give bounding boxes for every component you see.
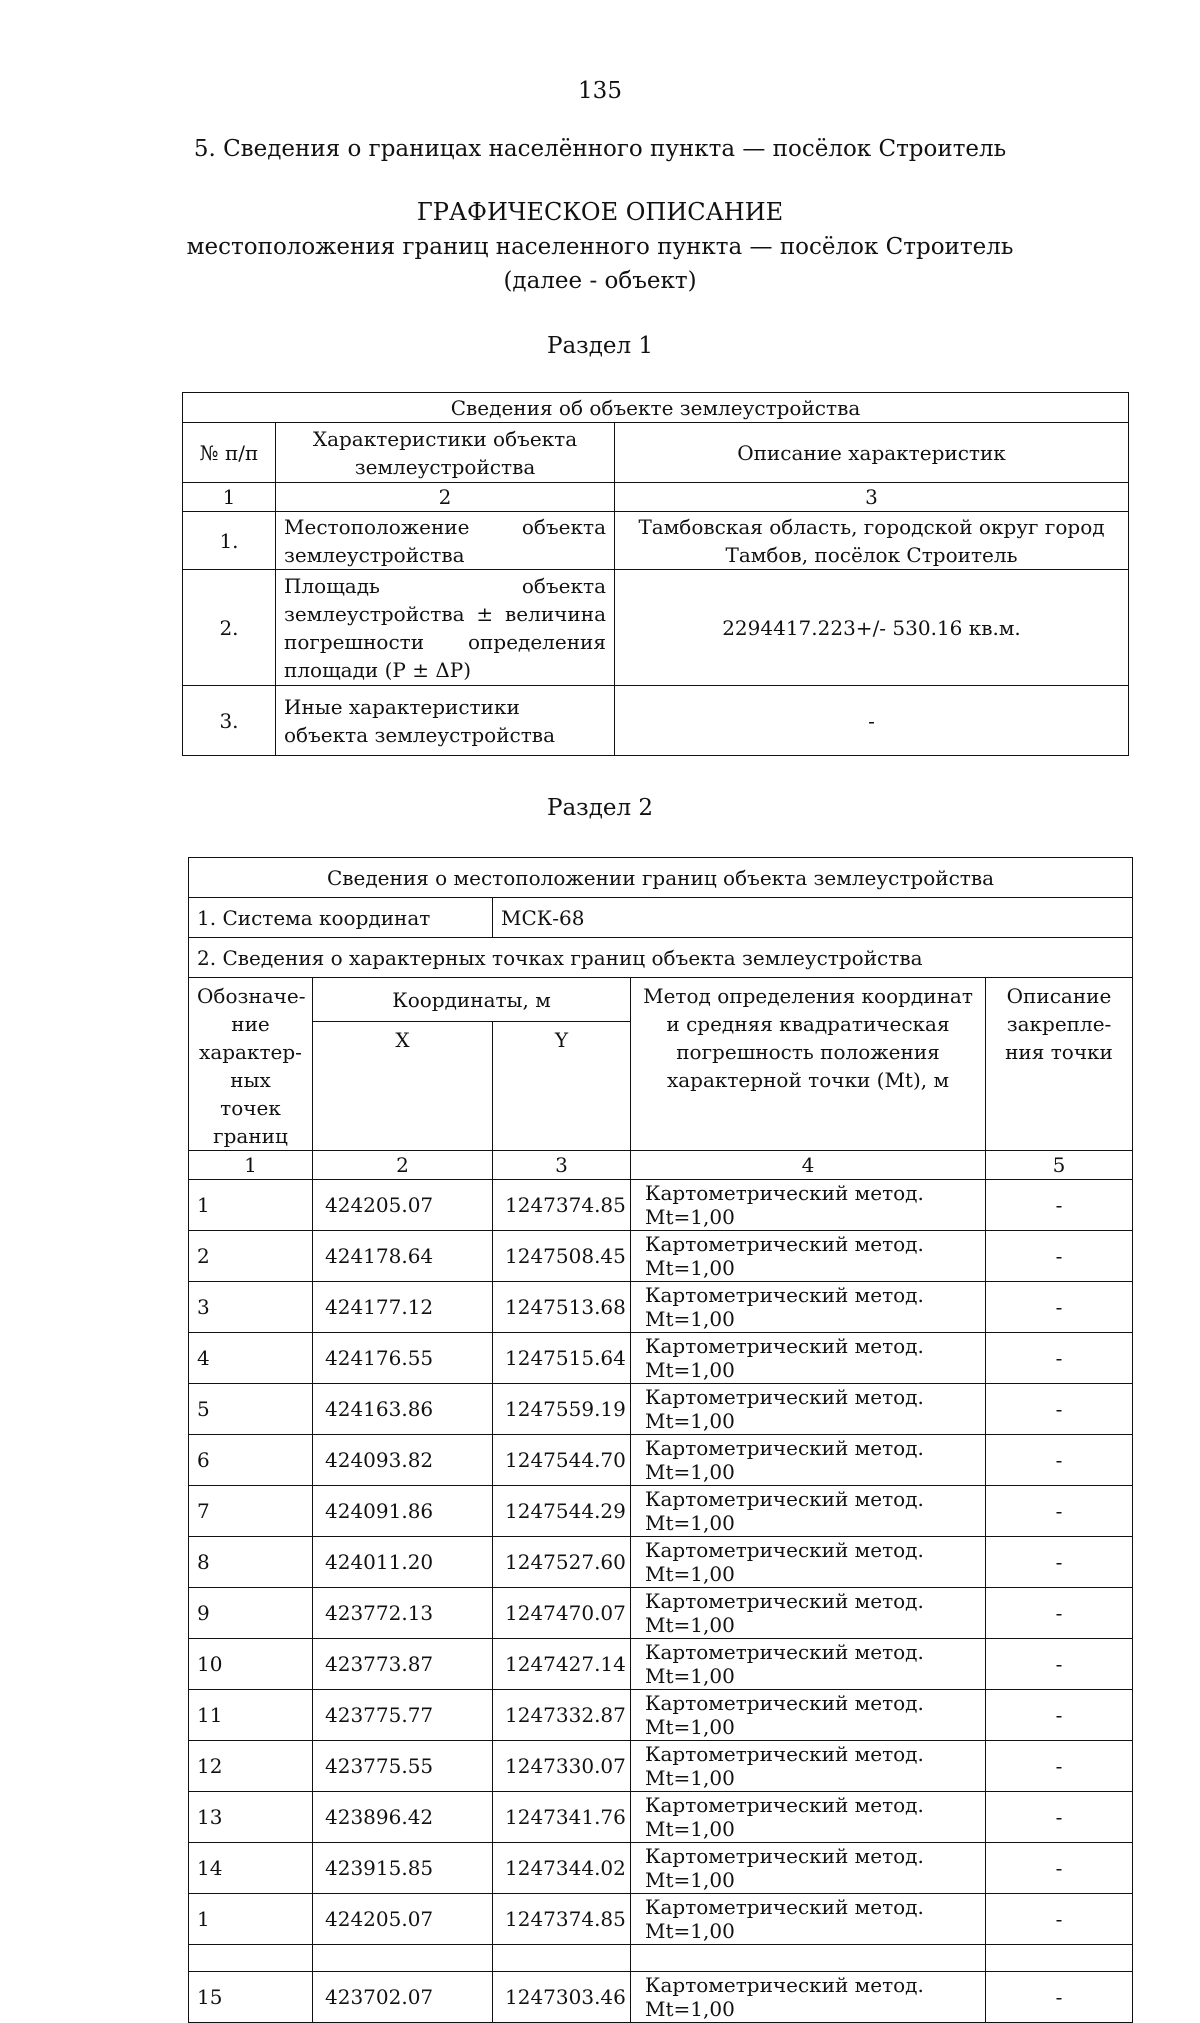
- point-method: Картометрический метод. Mt=1,00: [631, 1690, 986, 1741]
- point-id: 2: [189, 1231, 313, 1282]
- point-x: 423775.55: [313, 1741, 493, 1792]
- table-row: [189, 1333, 1133, 1384]
- point-method: Картометрический метод. Mt=1,00: [631, 1486, 986, 1537]
- description-subtitle-line2: (далее - объект): [503, 268, 697, 294]
- point-fixing: -: [986, 1894, 1133, 1945]
- row-num: 3.: [183, 686, 276, 756]
- point-method: Картометрический метод. Mt=1,00: [631, 1231, 986, 1282]
- table-row: [183, 570, 1129, 686]
- point-method: Картометрический метод. Mt=1,00: [631, 1588, 986, 1639]
- point-id: 8: [189, 1537, 313, 1588]
- point-x: 423775.77: [313, 1690, 493, 1741]
- point-x: 424163.86: [313, 1384, 493, 1435]
- point-id: [189, 1945, 313, 1972]
- point-method: Картометрический метод. Mt=1,00: [631, 1741, 986, 1792]
- coord-system-label: 1. Система координат: [189, 898, 493, 938]
- row-description: Тамбовская область, городской округ город Тамбов, посёлок Строитель: [615, 512, 1129, 570]
- table-row: [189, 1945, 1133, 1972]
- point-y: 1247374.85: [493, 1894, 631, 1945]
- point-y: 1247544.70: [493, 1435, 631, 1486]
- description-subtitle-line1: местоположения границ населенного пункта — посёлок Строитель: [186, 234, 1014, 260]
- table-row: [183, 512, 1129, 570]
- col-number: 1: [183, 483, 276, 512]
- point-fixing: -: [986, 1333, 1133, 1384]
- point-id: 3: [189, 1282, 313, 1333]
- point-fixing: -: [986, 1588, 1133, 1639]
- point-x: 424093.82: [313, 1435, 493, 1486]
- object-info-table: [182, 392, 1129, 756]
- col-number: 4: [631, 1151, 986, 1180]
- col-number: 2: [313, 1151, 493, 1180]
- point-method: Картометрический метод. Mt=1,00: [631, 1537, 986, 1588]
- header-designation: Обозначе-ние характер-ных точек границ: [189, 978, 313, 1151]
- row-characteristic: Площадь объекта землеустройства ± величина погрешности определения площади (P ± ΔP): [276, 570, 615, 686]
- boundary-points-table: [188, 857, 1133, 2023]
- row-characteristic: Местоположение объекта землеустройства: [276, 512, 615, 570]
- table-row: [189, 1384, 1133, 1435]
- row-description: 2294417.223+/- 530.16 кв.м.: [615, 570, 1129, 686]
- table-row: [189, 1231, 1133, 1282]
- point-x: 424011.20: [313, 1537, 493, 1588]
- point-id: 14: [189, 1843, 313, 1894]
- point-y: 1247544.29: [493, 1486, 631, 1537]
- point-fixing: -: [986, 1537, 1133, 1588]
- table-row: [189, 1537, 1133, 1588]
- section2-heading: Раздел 2: [546, 795, 654, 821]
- point-method: Картометрический метод. Mt=1,00: [631, 1180, 986, 1231]
- point-method: Картометрический метод. Mt=1,00: [631, 1972, 986, 2023]
- coord-system-value: МСК-68: [493, 898, 1133, 938]
- point-x: 424178.64: [313, 1231, 493, 1282]
- point-y: 1247332.87: [493, 1690, 631, 1741]
- col-number: 3: [615, 483, 1129, 512]
- point-method: [631, 1945, 986, 1972]
- point-y: 1247470.07: [493, 1588, 631, 1639]
- point-x: 423773.87: [313, 1639, 493, 1690]
- row-num: 1.: [183, 512, 276, 570]
- point-id: 15: [189, 1972, 313, 2023]
- header-num: № п/п: [183, 423, 276, 483]
- table-row: [189, 1435, 1133, 1486]
- col-number: 3: [493, 1151, 631, 1180]
- point-id: 12: [189, 1741, 313, 1792]
- point-fixing: -: [986, 1690, 1133, 1741]
- table-row: [189, 1639, 1133, 1690]
- point-x: 424205.07: [313, 1894, 493, 1945]
- point-x: 423772.13: [313, 1588, 493, 1639]
- point-x: 423896.42: [313, 1792, 493, 1843]
- point-method: Картометрический метод. Mt=1,00: [631, 1435, 986, 1486]
- object-info-title: Сведения об объекте землеустройства: [183, 393, 1129, 423]
- point-y: 1247559.19: [493, 1384, 631, 1435]
- table-row: [189, 1792, 1133, 1843]
- point-x: 424177.12: [313, 1282, 493, 1333]
- point-id: 10: [189, 1639, 313, 1690]
- point-id: 13: [189, 1792, 313, 1843]
- table-row: [189, 1282, 1133, 1333]
- table-row: [183, 686, 1129, 756]
- point-y: 1247515.64: [493, 1333, 631, 1384]
- header-coordinates: Координаты, м: [313, 978, 631, 1022]
- description-title: ГРАФИЧЕСКОЕ ОПИСАНИЕ: [416, 198, 784, 226]
- table-row: [189, 1180, 1133, 1231]
- point-method: Картометрический метод. Mt=1,00: [631, 1333, 986, 1384]
- point-id: 7: [189, 1486, 313, 1537]
- point-fixing: -: [986, 1180, 1133, 1231]
- point-y: 1247330.07: [493, 1741, 631, 1792]
- header-method: Метод определения координат и средняя квадратическая погрешность положения характерной точки (Mt), м: [631, 978, 986, 1151]
- point-fixing: -: [986, 1741, 1133, 1792]
- point-y: 1247374.85: [493, 1180, 631, 1231]
- header-characteristics: Характеристики объекта землеустройства: [276, 423, 615, 483]
- table-row: [189, 1843, 1133, 1894]
- point-y: 1247341.76: [493, 1792, 631, 1843]
- page-number: 135: [578, 78, 622, 104]
- table-row: [189, 1972, 1133, 2023]
- point-x: 423702.07: [313, 1972, 493, 2023]
- point-method: Картометрический метод. Mt=1,00: [631, 1639, 986, 1690]
- col-number: 2: [276, 483, 615, 512]
- col-number: 1: [189, 1151, 313, 1180]
- point-id: 11: [189, 1690, 313, 1741]
- point-id: 5: [189, 1384, 313, 1435]
- table-row: [189, 1690, 1133, 1741]
- point-y: 1247508.45: [493, 1231, 631, 1282]
- point-fixing: -: [986, 1639, 1133, 1690]
- point-y: [493, 1945, 631, 1972]
- point-fixing: -: [986, 1282, 1133, 1333]
- table-row: [189, 1741, 1133, 1792]
- point-id: 6: [189, 1435, 313, 1486]
- point-y: 1247303.46: [493, 1972, 631, 2023]
- header-fixing: Описание закрепле-ния точки: [986, 978, 1133, 1151]
- point-y: 1247344.02: [493, 1843, 631, 1894]
- point-x: 424091.86: [313, 1486, 493, 1537]
- point-fixing: -: [986, 1972, 1133, 2023]
- point-fixing: -: [986, 1384, 1133, 1435]
- point-x: 423915.85: [313, 1843, 493, 1894]
- point-id: 1: [189, 1894, 313, 1945]
- row-num: 2.: [183, 570, 276, 686]
- col-number: 5: [986, 1151, 1133, 1180]
- point-x: 424205.07: [313, 1180, 493, 1231]
- header-x: X: [313, 1022, 493, 1151]
- point-method: Картометрический метод. Mt=1,00: [631, 1282, 986, 1333]
- point-x: [313, 1945, 493, 1972]
- header-y: Y: [493, 1022, 631, 1151]
- point-fixing: [986, 1945, 1133, 1972]
- point-fixing: -: [986, 1486, 1133, 1537]
- point-fixing: -: [986, 1792, 1133, 1843]
- row-characteristic: Иные характеристики объекта землеустройства: [276, 686, 615, 756]
- point-fixing: -: [986, 1435, 1133, 1486]
- point-y: 1247513.68: [493, 1282, 631, 1333]
- point-method: Картометрический метод. Mt=1,00: [631, 1792, 986, 1843]
- point-method: Картометрический метод. Mt=1,00: [631, 1384, 986, 1435]
- header-description: Описание характеристик: [615, 423, 1129, 483]
- table-row: [189, 1588, 1133, 1639]
- point-id: 4: [189, 1333, 313, 1384]
- point-id: 1: [189, 1180, 313, 1231]
- point-fixing: -: [986, 1231, 1133, 1282]
- point-x: 424176.55: [313, 1333, 493, 1384]
- point-y: 1247527.60: [493, 1537, 631, 1588]
- boundary-table-title: Сведения о местоположении границ объекта землеустройства: [189, 858, 1133, 898]
- point-method: Картометрический метод. Mt=1,00: [631, 1894, 986, 1945]
- section-heading: 5. Сведения о границах населённого пункта — посёлок Строитель: [193, 136, 1007, 162]
- point-y: 1247427.14: [493, 1639, 631, 1690]
- table-row: [189, 1894, 1133, 1945]
- point-id: 9: [189, 1588, 313, 1639]
- point-fixing: -: [986, 1843, 1133, 1894]
- section1-heading: Раздел 1: [546, 333, 654, 359]
- point-method: Картометрический метод. Mt=1,00: [631, 1843, 986, 1894]
- row-description: -: [615, 686, 1129, 756]
- points-title: 2. Сведения о характерных точках границ объекта землеустройства: [189, 938, 1133, 978]
- table-row: [189, 1486, 1133, 1537]
